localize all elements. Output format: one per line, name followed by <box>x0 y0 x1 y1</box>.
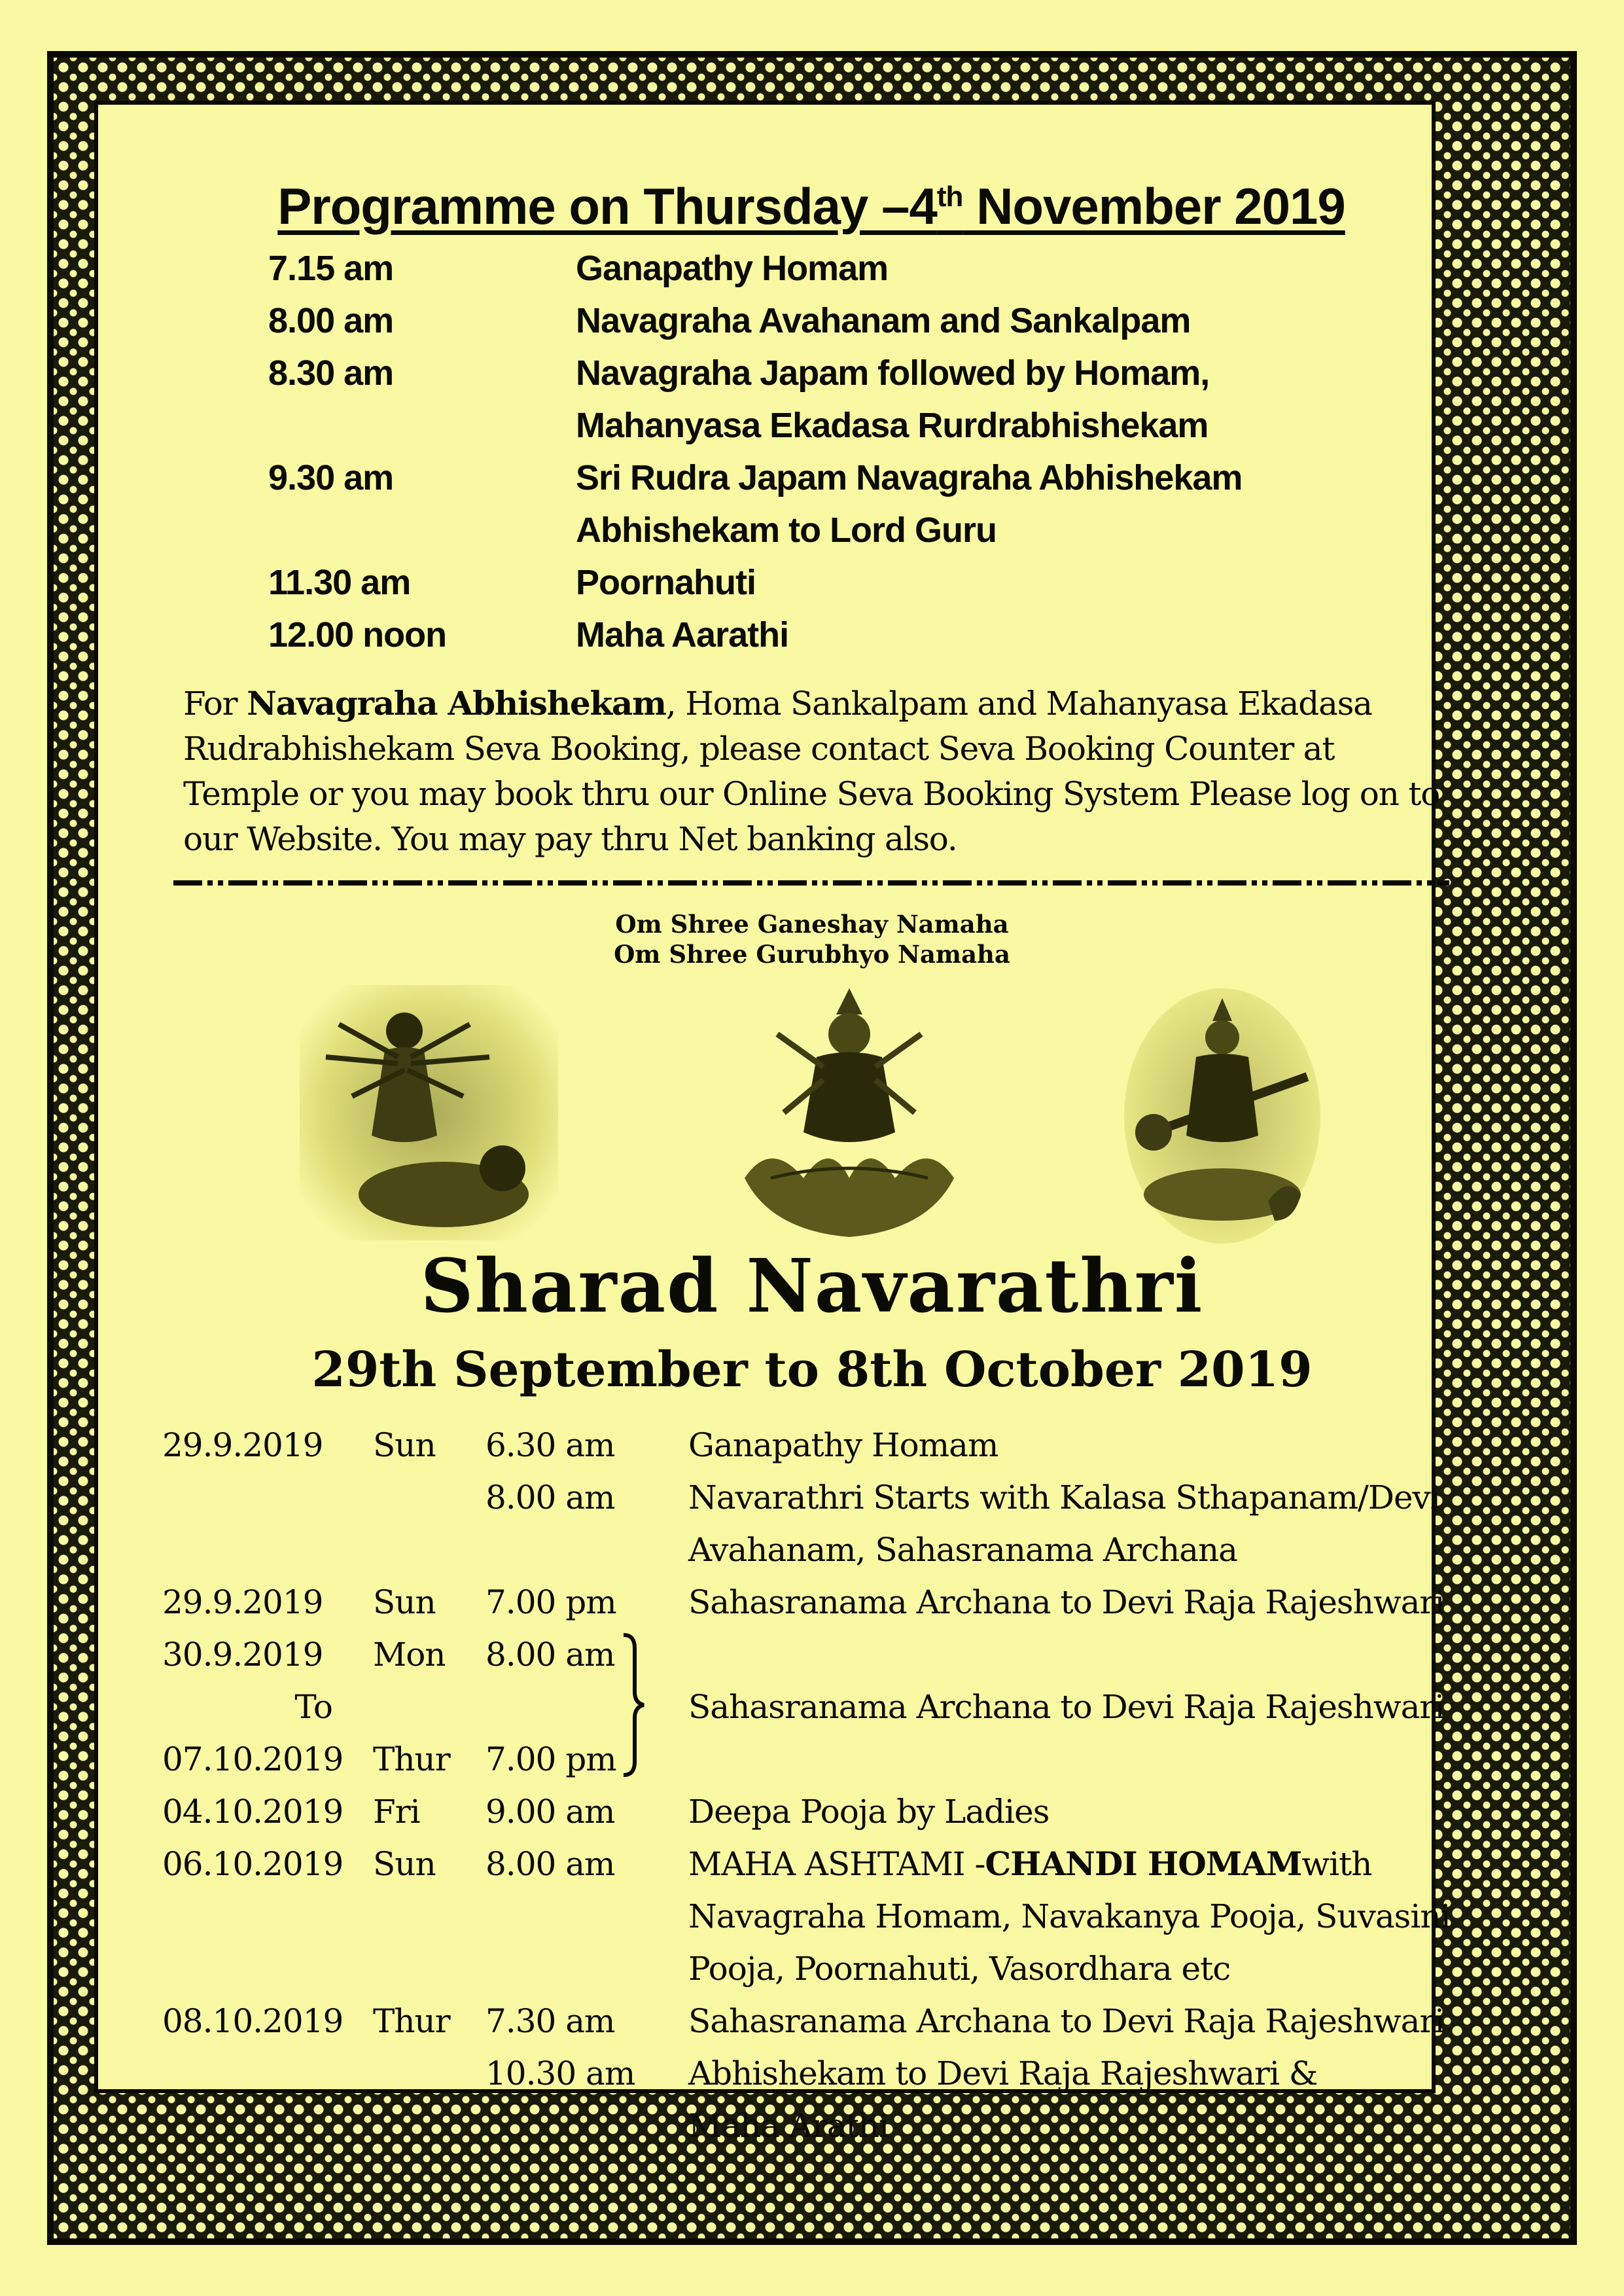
programme-row: 8.00 am Navagraha Avahanam and Sankalpam <box>268 301 1191 340</box>
navarathri-title: Sharad Navarathri <box>420 1244 1204 1329</box>
schedule-row: Maha Arathi <box>688 2107 889 2145</box>
schedule-row: 04.10.2019 Fri 9.00 am Deepa Pooja by Ladies <box>162 1793 1050 1831</box>
schedule-row: 10.30 am Abhishekam to Devi Raja Rajeshwari & <box>485 2054 1318 2092</box>
programme-row: 12.00 noon Maha Aarathi <box>268 615 789 655</box>
schedule-row: 29.9.2019 Sun 6.30 am Ganapathy Homam <box>162 1426 998 1464</box>
schedule-row: Pooja, Poornahuti, Vasordhara etc <box>688 1950 1231 1988</box>
mantra-line: Om Shree Gurubhyo Namaha <box>614 940 1010 969</box>
curly-brace <box>620 1630 646 1780</box>
booking-paragraph: For Navagraha Abhishekam, Homa Sankalpam and Mahanyasa Ekadasa Rudrabhishekam Seva Booking, please contact Seva Booking Counter at Temple or you may book thru our Online Seva Booking System Please log on to our Website. You may pay thru Net banking also. <box>183 684 1440 858</box>
schedule-row: 30.9.2019 Mon 8.00 am <box>162 1636 615 1674</box>
schedule-row: Avahanam, Sahasranama Archana <box>688 1531 1237 1569</box>
programme-row: 7.15 am Ganapathy Homam <box>268 249 889 288</box>
schedule-row: 07.10.2019 Thur 7.00 pm <box>162 1740 616 1778</box>
schedule-row: 8.00 am Navarathri Starts with Kalasa Sthapanam/Devi <box>485 1479 1440 1516</box>
mantra-line: Om Shree Ganeshay Namaha <box>615 910 1009 939</box>
schedule-row: 29.9.2019 Sun 7.00 pm Sahasranama Archana to Devi Raja Rajeshwari <box>162 1583 1445 1621</box>
saraswati-image <box>1124 985 1324 1244</box>
programme-row: 9.30 am Sri Rudra Japam Navagraha Abhishekam <box>268 458 1243 497</box>
lakshmi-image <box>732 982 967 1244</box>
programme-row: Abhishekam to Lord Guru <box>576 511 997 550</box>
schedule-row: Navagraha Homam, Navakanya Pooja, Suvasini <box>688 1897 1451 1935</box>
dashed-divider <box>173 880 1449 886</box>
programme-title: Programme on Thursday –4th November 2019 <box>277 177 1345 235</box>
programme-row: Mahanyasa Ekadasa Rurdrabhishekam <box>576 406 1209 445</box>
durga-image <box>300 985 558 1240</box>
schedule-row: 06.10.2019 Sun 8.00 am MAHA ASHTAMI -CHANDI HOMAMwith <box>162 1844 1372 1883</box>
programme-row: 8.30 am Navagraha Japam followed by Homam, <box>268 353 1210 393</box>
navarathri-dates: 29th September to 8th October 2019 <box>311 1342 1313 1398</box>
schedule-row: 08.10.2019 Thur 7.30 am Sahasranama Archana to Devi Raja Rajeshwari <box>162 2002 1445 2040</box>
programme-row: 11.30 am Poornahuti <box>268 563 756 602</box>
schedule-row: To Sahasranama Archana to Devi Raja Rajeshwari <box>294 1688 1445 1726</box>
